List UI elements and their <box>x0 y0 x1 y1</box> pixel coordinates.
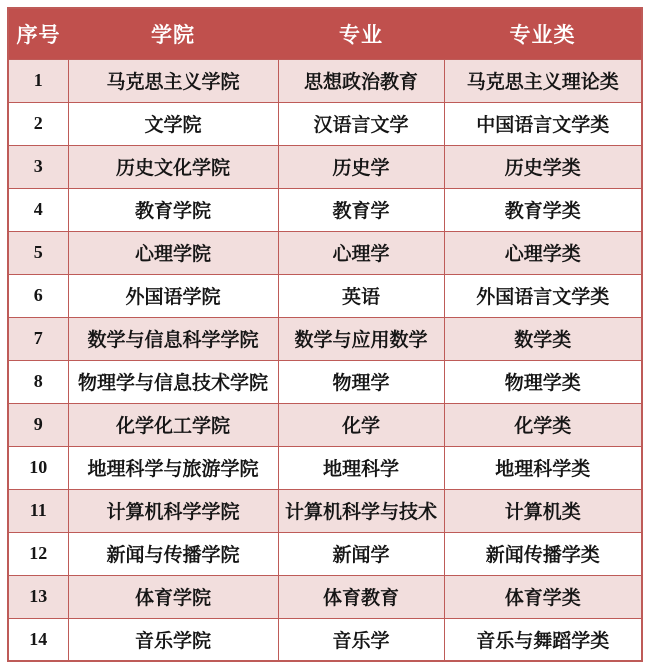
cell-number: 6 <box>8 274 68 317</box>
cell-college: 新闻与传播学院 <box>68 532 278 575</box>
cell-college: 历史文化学院 <box>68 145 278 188</box>
cell-major: 地理科学 <box>278 446 444 489</box>
cell-college: 地理科学与旅游学院 <box>68 446 278 489</box>
column-header-major-category: 专业类 <box>444 8 642 59</box>
cell-major: 数学与应用数学 <box>278 317 444 360</box>
table-row <box>8 59 642 102</box>
cell-number: 2 <box>8 102 68 145</box>
table-row <box>8 446 642 489</box>
table-row <box>8 360 642 403</box>
table-row <box>8 274 642 317</box>
column-header-college: 学院 <box>68 8 278 59</box>
cell-number: 3 <box>8 145 68 188</box>
cell-number: 1 <box>8 59 68 102</box>
cell-number: 10 <box>8 446 68 489</box>
cell-major-category: 数学类 <box>444 317 642 360</box>
table-row <box>8 575 642 618</box>
cell-college: 数学与信息科学学院 <box>68 317 278 360</box>
cell-major: 心理学 <box>278 231 444 274</box>
cell-number: 5 <box>8 231 68 274</box>
cell-major-category: 新闻传播学类 <box>444 532 642 575</box>
table-body <box>8 59 642 661</box>
cell-college: 体育学院 <box>68 575 278 618</box>
cell-major-category: 化学类 <box>444 403 642 446</box>
cell-major-category: 马克思主义理论类 <box>444 59 642 102</box>
cell-major-category: 外国语言文学类 <box>444 274 642 317</box>
cell-number: 8 <box>8 360 68 403</box>
table-row <box>8 231 642 274</box>
table-row <box>8 403 642 446</box>
cell-number: 9 <box>8 403 68 446</box>
cell-college: 马克思主义学院 <box>68 59 278 102</box>
table-header-row <box>8 8 642 59</box>
cell-major-category: 体育学类 <box>444 575 642 618</box>
cell-major: 音乐学 <box>278 618 444 661</box>
table-row <box>8 145 642 188</box>
cell-college: 音乐学院 <box>68 618 278 661</box>
cell-major: 汉语言文学 <box>278 102 444 145</box>
cell-major: 思想政治教育 <box>278 59 444 102</box>
table-row <box>8 489 642 532</box>
table-row <box>8 188 642 231</box>
cell-number: 4 <box>8 188 68 231</box>
cell-major: 计算机科学与技术 <box>278 489 444 532</box>
cell-college: 化学化工学院 <box>68 403 278 446</box>
cell-number: 7 <box>8 317 68 360</box>
cell-major-category: 中国语言文学类 <box>444 102 642 145</box>
table-row <box>8 532 642 575</box>
cell-major: 英语 <box>278 274 444 317</box>
cell-major: 新闻学 <box>278 532 444 575</box>
cell-number: 11 <box>8 489 68 532</box>
column-header-major: 专业 <box>278 8 444 59</box>
cell-major: 历史学 <box>278 145 444 188</box>
cell-college: 计算机科学学院 <box>68 489 278 532</box>
cell-college: 外国语学院 <box>68 274 278 317</box>
cell-major-category: 物理学类 <box>444 360 642 403</box>
table-row <box>8 317 642 360</box>
cell-college: 物理学与信息技术学院 <box>68 360 278 403</box>
cell-major-category: 历史学类 <box>444 145 642 188</box>
cell-major-category: 教育学类 <box>444 188 642 231</box>
table-row <box>8 618 642 661</box>
cell-major: 化学 <box>278 403 444 446</box>
cell-number: 14 <box>8 618 68 661</box>
cell-college: 心理学院 <box>68 231 278 274</box>
cell-number: 13 <box>8 575 68 618</box>
cell-major: 体育教育 <box>278 575 444 618</box>
cell-major-category: 计算机类 <box>444 489 642 532</box>
cell-major-category: 地理科学类 <box>444 446 642 489</box>
cell-major: 物理学 <box>278 360 444 403</box>
cell-major-category: 音乐与舞蹈学类 <box>444 618 642 661</box>
cell-number: 12 <box>8 532 68 575</box>
college-majors-table <box>7 7 643 662</box>
cell-major-category: 心理学类 <box>444 231 642 274</box>
cell-college: 文学院 <box>68 102 278 145</box>
table-row <box>8 102 642 145</box>
cell-major: 教育学 <box>278 188 444 231</box>
cell-college: 教育学院 <box>68 188 278 231</box>
column-header-number: 序号 <box>8 8 68 59</box>
